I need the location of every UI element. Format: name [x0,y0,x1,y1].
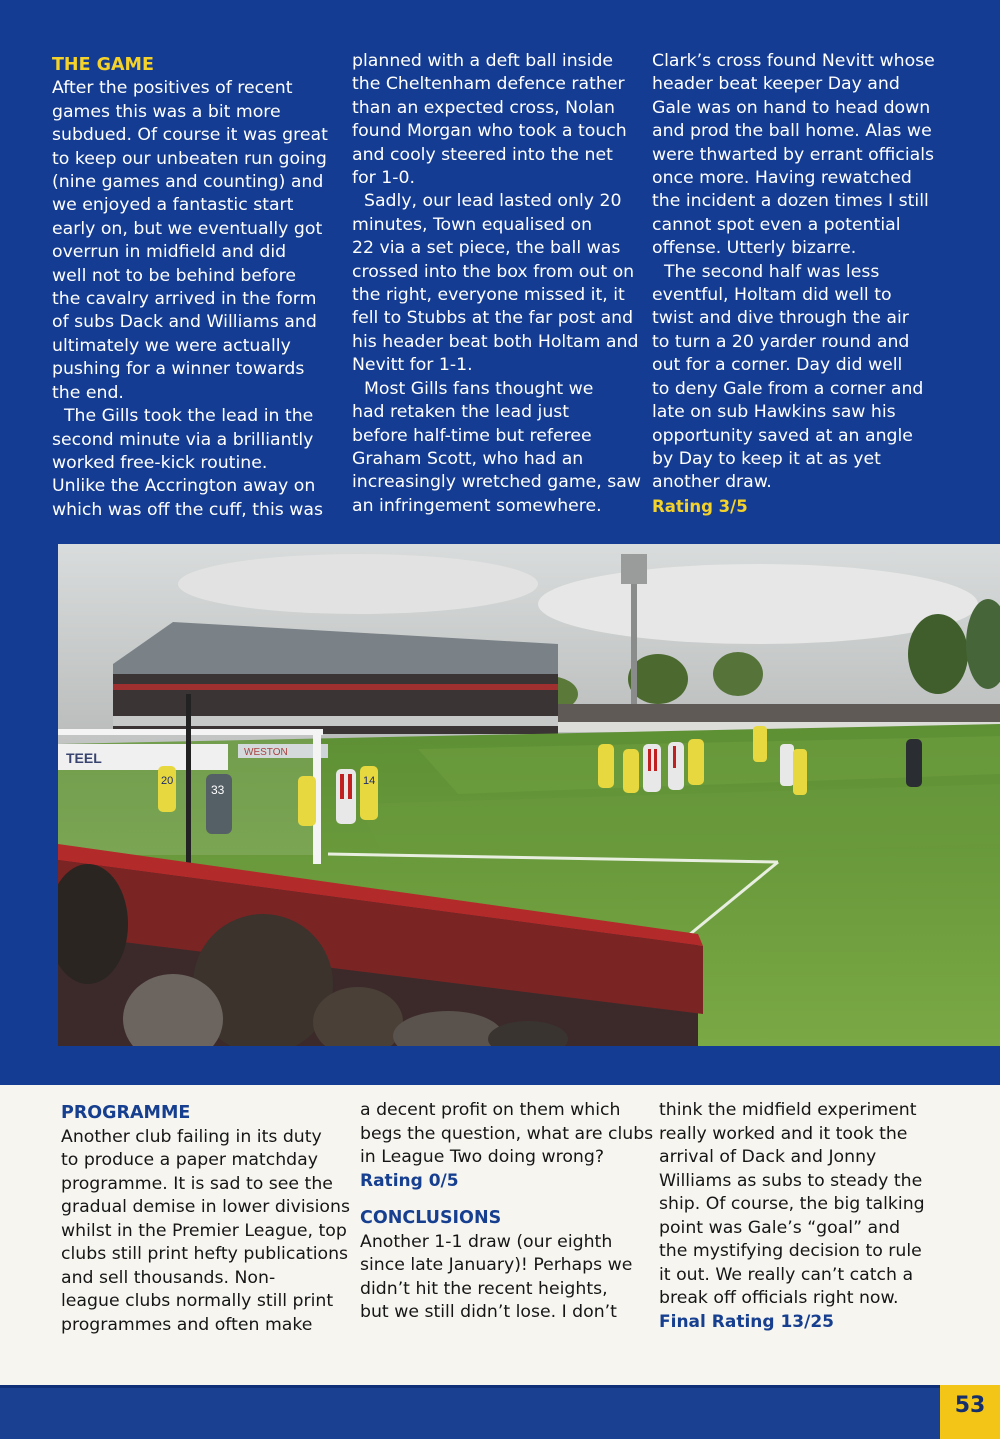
text-line: Another club failing in its duty [61,1126,322,1147]
text-line: (nine games and counting) and [52,172,324,193]
text-line: which was off the cuff, this was [52,499,323,520]
goal-net [58,735,313,855]
bottom-panel [0,1085,1000,1385]
text-line: whilst in the Premier League, top [61,1220,347,1241]
text-line: think the midfield experiment [659,1100,917,1120]
game-column-2 [352,50,647,518]
text-line: to turn a 20 yarder round and [652,331,910,352]
text-line: by Day to keep it at as yet [652,448,881,469]
text-line: The second half was less [664,261,880,282]
shirt-stripe [673,746,676,768]
footer-edge [0,1385,940,1388]
text-line: subdued. Of course it was great [52,125,328,146]
text-line: overrun in midfield and did [52,242,287,263]
cloud [538,564,978,644]
text-line: break off officials right now. [659,1288,899,1308]
player-striped [780,744,794,786]
text-line: we enjoyed a fantastic start [52,195,294,216]
text-line: another draw. [652,472,772,493]
text-line: gradual demise in lower divisions [61,1197,350,1217]
text-line: crossed into the box from out on [352,261,635,282]
player-yellow [598,744,614,788]
text-line: Another 1-1 draw (our eighth [360,1231,613,1252]
player-number: 14 [363,775,376,787]
game-heading: THE GAME [52,55,154,75]
player-yellow [688,739,704,785]
text-line: Most Gills fans thought we [364,378,594,399]
text-line: really worked and it took the [659,1123,908,1144]
text-line: The Gills took the lead in the [64,406,314,427]
player-number: 20 [161,775,174,787]
floodlight-head [621,554,647,584]
referee [906,739,922,787]
cloud [178,554,538,614]
text-line: fell to Stubbs at the far post and [352,308,634,329]
text-line: the incident a dozen times I still [652,191,929,212]
game-rating: Rating 3/5 [652,496,748,516]
shirt-stripe [348,774,352,799]
text-line: didn’t hit the recent heights, [360,1278,608,1299]
programme-rating: Rating 0/5 [360,1170,459,1191]
text-line: planned with a deft ball inside [352,51,614,71]
text-line: offense. Utterly bizarre. [652,238,857,259]
text-line: it out. We really can’t catch a [659,1264,914,1285]
player-yellow [623,749,639,793]
player-yellow [298,776,316,826]
floodlight-pylon [631,584,637,704]
game-column-1 [52,54,342,522]
game-column-3 [652,50,952,518]
text-line: opportunity saved at an angle [652,425,913,446]
text-line: increasingly wretched game, saw [352,472,642,493]
text-line: Unlike the Accrington away on [52,476,316,497]
player-yellow [158,766,176,812]
text-line: an infringement somewhere. [352,495,602,516]
text-line: Nevitt for 1-1. [352,355,473,376]
text-line: the Cheltenham defence rather [352,74,625,95]
board-text: TEEL [66,750,102,766]
tree [713,652,763,696]
text-line: 22 via a set piece, the ball was [352,238,621,259]
text-line: begs the question, what are clubs [360,1123,654,1144]
text-line: programme. It is sad to see the [61,1173,333,1194]
page-number: 53 [940,1385,1000,1439]
text-line: were thwarted by errant officials [652,144,935,165]
final-rating: Final Rating 13/25 [659,1311,834,1332]
text-line: point was Gale’s “goal” and [659,1217,901,1238]
text-line: than an expected cross, Nolan [352,97,615,118]
text-line: Williams as subs to steady the [659,1170,923,1191]
tree [908,614,968,694]
text-line: and cooly steered into the net [352,144,613,165]
text-line: minutes, Town equalised on [352,214,593,235]
stand-fascia [113,684,558,690]
text-line: once more. Having rewatched [652,168,912,189]
match-photo [58,544,1000,1046]
text-line: found Morgan who took a touch [352,121,627,142]
player-yellow [793,749,807,795]
text-line: eventful, Holtam did well to [652,285,892,306]
text-line: to keep our unbeaten run going [52,148,327,169]
conclusions-column [659,1099,949,1334]
text-line: since late January)! Perhaps we [360,1255,633,1275]
text-line: league clubs normally still print [61,1291,334,1311]
programme-column [61,1102,351,1337]
text-line: cannot spot even a potential [652,214,901,235]
text-line: out for a corner. Day did well [652,355,903,376]
text-line: for 1-0. [352,168,415,189]
text-line: the cavalry arrived in the form [52,289,317,310]
text-line: a decent profit on them which [360,1100,621,1120]
text-line: in League Two doing wrong? [360,1147,605,1167]
text-line: second minute via a brilliantly [52,429,314,450]
player-striped [643,744,661,792]
player-striped [336,769,356,824]
text-line: the end. [52,382,124,403]
text-line: to produce a paper matchday [61,1150,318,1170]
text-line: before half-time but referee [352,425,592,446]
text-line: but we still didn’t lose. I don’t [360,1302,617,1322]
text-line: and prod the ball home. Alas we [652,121,932,142]
shirt-stripe [340,774,344,799]
text-line: Clark’s cross found Nevitt whose [652,51,935,71]
text-line: of subs Dack and Williams and [52,312,317,333]
text-line: the right, everyone missed it, it [352,285,625,306]
text-line: to deny Gale from a corner and [652,378,924,399]
text-line: ship. Of course, the big talking [659,1194,925,1214]
text-line: games this was a bit more [52,101,281,122]
shirt-stripe [654,749,657,771]
text-line: arrival of Dack and Jonny [659,1147,877,1167]
text-line: header beat keeper Day and [652,74,900,95]
player-yellow [753,726,767,762]
player-number: 33 [211,783,225,797]
text-line: had retaken the lead just [352,402,570,423]
text-line: Graham Scott, who had an [352,448,584,469]
text-line: Sadly, our lead lasted only 20 [364,191,622,212]
text-line: pushing for a winner towards [52,359,305,380]
programme-heading: PROGRAMME [61,1103,191,1123]
corner-pole [186,694,191,864]
conclusions-heading: CONCLUSIONS [360,1208,502,1228]
text-line: early on, but we eventually got [52,218,323,239]
text-line: his header beat both Holtam and [352,331,639,352]
text-line: clubs still print hefty publications [61,1244,349,1264]
text-line: Gale was on hand to head down [652,97,931,118]
middle-column [360,1099,655,1325]
text-line: programmes and often make [61,1314,313,1335]
advertising-board [113,716,558,726]
text-line: worked free-kick routine. [52,452,268,473]
text-line: late on sub Hawkins saw his [652,402,896,423]
stadium-scene [58,544,1000,1046]
footer-strip [0,1385,1000,1439]
text-line: the mystifying decision to rule [659,1241,922,1261]
text-line: and sell thousands. Non- [61,1267,276,1288]
text-line: well not to be behind before [52,265,296,286]
shirt-stripe [648,749,651,771]
text-line: After the positives of recent [52,78,293,99]
text-line: ultimately we were actually [52,335,291,356]
board-text: WESTON [244,747,288,758]
text-line: twist and dive through the air [652,308,909,329]
